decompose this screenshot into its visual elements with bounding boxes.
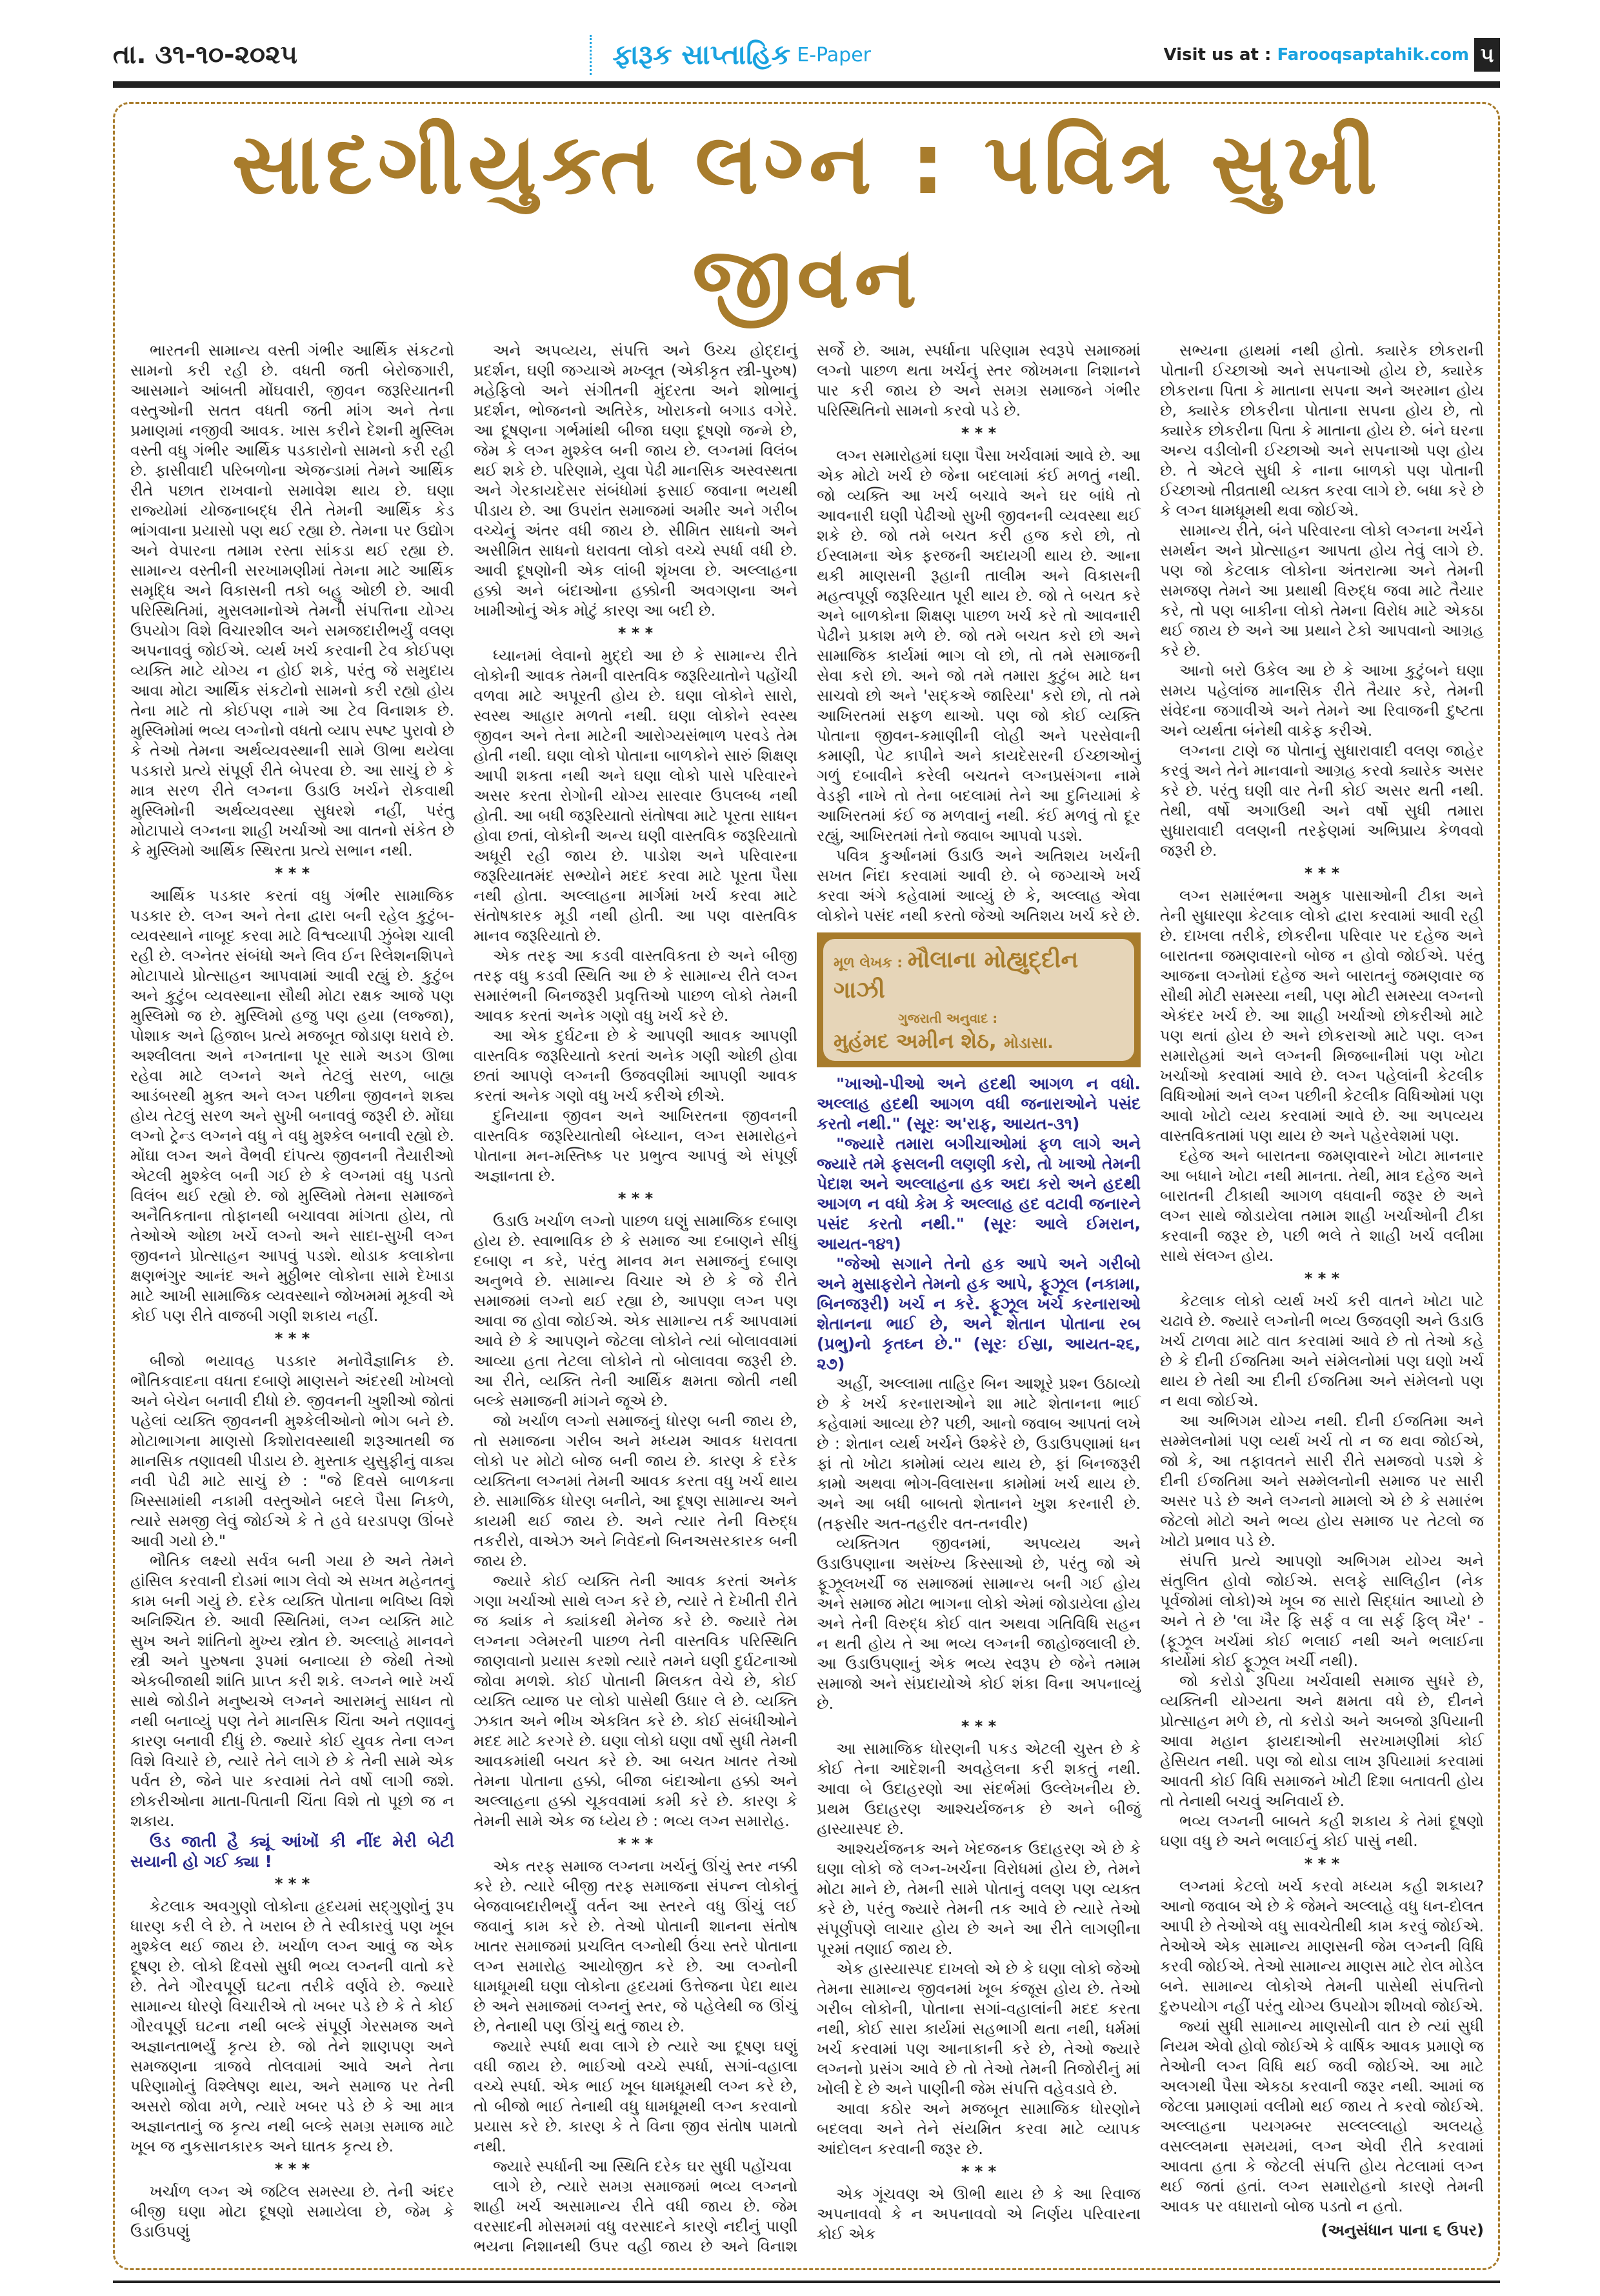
paragraph: એક તરફ આ કડવી વાસ્તવિકતા છે અને બીજી તરફ વધુ કડવી સ્થિતિ આ છે કે સામાન્ય રીતે લગ્ન સમારંભની બિનજરૂરી પ્રવૃત્તિઓ પાછળ લોકો તેમની આવક કરતાં અનેક ગણો વધુ ખર્ચ કરે છે. bbox=[474, 947, 797, 1025]
paragraph: ભૌતિક લક્ષ્યો સર્વત્ર બની ગયા છે અને તેમને હાંસિલ કરવાની દોડમાં ભાગ લેવો એ સખત મહેનતનું કામ બની ગયું છે. દરેક વ્યક્તિ પોતાના ભવિષ્ય વિશે અનિશ્ચિત છે. આવી સ્થિતિમાં, લગ્ન વ્યક્તિ માટે સુખ અને શાંતિનો મુખ્ય સ્ત્રોત છે. અલ્લાહે માનવને સ્ત્રી અને પુરુષના રૂપમાં બનાવ્યા છે જેથી તેઓ એકબીજાથી શાંતિ પ્રાપ્ત કરી શકે. લગ્નને ભારે ખર્ચ સાથે જોડીને મનુષ્યએ લગ્નને આરામનું સાધન તો નથી બનાવ્યું પણ તેને માનસિક ચિંતા અને તણાવનું કારણ બનાવી દીધું છે. જ્યારે કોઈ યુવક તેના લગ્ન વિશે વિચારે છે, ત્યારે તેને લાગે છે કે તેની સામે એક પર્વત છે, જેને પાર કરવામાં તેને વર્ષો લાગી જશે. છોકરીઓના માતા-પિતાની ચિંતા વિશે તો પૂછો જ ન શકાય. bbox=[130, 1552, 455, 1830]
paragraph: લગ્ન સમારંભના અમુક પાસાઓની ટીકા અને તેની સુધારણા કેટલાક લોકો દ્વારા કરવામાં આવી રહી છે. દાખલા તરીકે, છોકરીના પરિવાર પર દહેજ અને બારાતના જમણવારનો બોજ ન હોવો જોઈએ. પરંતુ આજના લગ્નોમાં દહેજ અને બારાતનું જમણવાર જ સૌથી મોટી સમસ્યા નથી, પણ મોટી સમસ્યા લગ્નનો એકંદર ખર્ચ છે. આ શાહી ખર્ચાઓ છોકરીઓ માટે પણ થતાં હોય છે અને છોકરાઓ માટે પણ. લગ્ન સમારોહમાં અને લગ્નની મિજબાનીમાં પણ ખોટા ખર્ચાઓ કરવામાં આવે છે. લગ્ન પહેલાંની કેટલીક વિધિઓમાં અને લગ્ન પછીની કેટલીક વિધિઓમાં પણ આવો ખોટો વ્યય કરવામાં આવે છે. આ અપવ્યય વાસ્તવિકતામાં પણ થાય છે અને પહેરવેશમાં પણ. bbox=[1160, 887, 1484, 1145]
paragraph: જ્યાં સુધી સામાન્ય માણસોની વાત છે ત્યાં સુધી નિયમ એવો હોવો જોઈએ કે વાર્ષિક આવક પ્રમાણે જ તેઓની લગ્ન વિધિ થઈ જવી જોઈએ. આ માટે અલગથી પૈસા એકઠા કરવાની જરૂર નથી. આમાં જ જેટલા પ્રમાણમાં વલીમો થઈ જાય તે કરવો જોઈએ. અલ્લાહના પયગમ્બર સલ્લલ્લાહો અલયહે વસલ્લમના સમયમાં, લગ્ન એવી રીતે કરવામાં આવતા હતા કે જેટલી સંપત્તિ હોય તેટલામાં લગ્ન થઈ જતાં હતાં. લગ્ન સમારોહનો કારણે તેમની આવક પર વધારાનો બોજ પડતો ન હતો. bbox=[1160, 2017, 1484, 2215]
logo-suffix: E-Paper bbox=[797, 43, 872, 66]
article-frame bbox=[113, 102, 1500, 2270]
author-name: મૌલાના મોહ્યુદ્દીન ગાઝી bbox=[834, 947, 1079, 1003]
paragraph: દહેજ અને બારાતના જમણવારને ખોટા માનનાર આ બધાને ખોટા નથી માનતા. તેથી, માત્ર દહેજ અને બારાતની ટીકાથી આગળ વધવાની જરૂર છે અને લગ્ન સાથે જોડાયેલા તમામ શાહી ખર્ચાઓની ટીકા કરવાની જરૂર છે, પછી ભલે તે શાહી ખર્ચ વલીમા સાથે સંલગ્ન હોય. bbox=[1160, 1147, 1484, 1265]
paragraph: લગ્ન સમારોહમાં ઘણા પૈસા ખર્ચવામાં આવે છે. આ એક મોટો ખર્ચ છે જેના બદલામાં કંઈ મળતું નથી. જો વ્યક્તિ આ ખર્ચ બચાવે અને ઘર બાંધે તો આવનારી ઘણી પેઢીઓ સુખી જીવનની વ્યવસ્થા થઈ શકે છે. જો તમે બચત કરી હજ કરો છો, તો ઈસ્લામના એક ફરજની અદાયગી થાય છે. આના થકી માણસની રૂહાની તાલીમ અને વિકાસની મહત્વપૂર્ણ જરૂરિયાત પૂરી થાય છે. જો તે બચત કરે અને બાળકોના શિક્ષણ પાછળ ખર્ચ કરે તો આવનારી પેઢીને પ્રકાશ મળે છે. જો તમે બચત કરો છો અને સામાજિક કાર્યમાં ભાગ લો છો, તો તમે સમાજની સેવા કરો છો. અને જો તમે તમારા કુટુંબ માટે ધન સાચવો છો અને 'સદ્કએ જારિયા' કરો છો, તો તમે આખિરતમાં સફળ થાઓ. પણ જો કોઈ વ્યક્તિ પોતાના જીવન-કમાણીની લોહી અને પરસેવાની કમાણી, પેટ કાપીને અને કાયદેસરની ઈચ્છાઓનું ગળું દબાવીને કરેલી બચતને લગ્નપ્રસંગના નામે વેડફી નાખે તો તેના બદલામાં તેને આ દુનિયામાં કે આખિરતમાં કંઈ જ મળવાનું નથી. કંઈ મળવું તો દૂર રહ્યું, આખિરતમાં તેનો જવાબ આપવો પડશે. bbox=[817, 447, 1141, 845]
section-separator: * * * bbox=[617, 1835, 654, 1853]
paragraph: જો ખર્ચાળ લગ્નો સમાજનું ધોરણ બની જાય છે, તો સમાજના ગરીબ અને મધ્યમ આવક ધરાવતા લોકો પર મોટો બોજ બની જાય છે. કારણ કે દરેક વ્યક્તિના લગ્નમાં તેમની આવક કરતા વધુ ખર્ચ થાય છે. સામાજિક ધોરણ બનીને, આ દૂષણ સામાન્ય અને કાયમી થઈ જાય છે. અને ત્યાર તેની વિરુદ્ધ તકરીરો, વાએઝ અને નિવેદનો બિનઅસરકારક બની જાય છે. bbox=[474, 1412, 797, 1570]
paragraph: કેટલાક લોકો વ્યર્થ ખર્ચ કરી વાતને ખોટા પાટે ચઢાવે છે. જ્યારે લગ્નોની ભવ્ય ઉજવણી અને ઉડાઉ ખર્ચ ટાળવા માટે વાત કરવામાં આવે છે તો તેઓ કહે છે કે દીની ઈજતિમા અને સંમેલનોમાં પણ ઘણો ખર્ચ થાય છે તેથી આ દીની ઈજતિમા અને સંમેલનો પણ ન થવા જોઈએ. bbox=[1160, 1292, 1484, 1410]
masthead-logo bbox=[590, 35, 871, 75]
paragraph: આ અભિગમ યોગ્ય નથી. દીની ઈજતિમા અને સમ્મેલનોમાં પણ વ્યર્થ ખર્ચ તો ન જ થવા જોઈએ, જો કે, આ તફાવતને સારી રીતે સમજવો પડશે કે દીની ઈજતિમા અને સમ્મેલનોની સમાજ પર સારી અસર પડે છે અને લગ્નનો મામલો એ છે કે સમારંભ જેટલો મોટો અને ભવ્ય હોય સમાજ પર તેટલો જ ખોટો પ્રભાવ પડે છે. bbox=[1160, 1412, 1484, 1550]
paragraph: એક ગૂંચવણ એ ઊભી થાય છે કે આ રિવાજ અપનાવવો કે ન અપનાવવો એ નિર્ણય પરિવારના કોઈ એક bbox=[817, 2185, 1141, 2244]
paragraph: અહીં, અલ્લામા તાહિર બિન આશૂરે પ્રશ્ન ઉઠાવ્યો છે કે ખર્ચ કરનારાઓને શા માટે શેતાનના ભાઈ કહેવામાં આવ્યા છે? પછી, આનો જવાબ આપતાં લખે છે : શેતાન વ્યર્થ ખર્ચને ઉશ્કેરે છે, ઉડાઉપણામાં ધન ફાં તો ખોટા કામોમાં વ્યય થાય છે, ફાં બિનજરૂરી કામો અથવા ભોગ-વિલાસના કામોમાં ખર્ચ થાય છે. અને આ બધી બાબતો શેતાનને ખુશ કરનારી છે. (તફસીર અત-તહરીર વત-તનવીર) bbox=[817, 1375, 1141, 1533]
article-title: સાદગીયુક્ત લગ્ન : પવિત્ર સુખી જીવન bbox=[232, 115, 1383, 327]
section-separator: * * * bbox=[274, 1875, 310, 1893]
paragraph: સભ્યના હાથમાં નથી હોતો. ક્યારેક છોકરાની પોતાની ઈચ્છાઓ અને સપનાઓ હોય છે, ક્યારેક છોકરાના પિતા કે માતાના સપના અને અરમાન હોય છે, ક્યારેક છોકરીના પોતાના સપના હોય છે, તો ક્યારેક છોકરીના પિતા કે માતાના હોય છે. બંને ઘરના અન્ય વડીલોની ઈચ્છાઓ અને સપનાઓ પણ હોય છે. તે એટલે સુધી કે નાના બાળકો પણ પોતાની ઈચ્છાઓ તીવ્રતાથી વ્યક્ત કરવા લાગે છે. બધા કરે છે કે લગ્ન ધામધૂમથી થવા જોઈએ. bbox=[1160, 341, 1484, 519]
paragraph: આર્થિક પડકાર કરતાં વધુ ગંભીર સામાજિક પડકાર છે. લગ્ન અને તેના દ્વારા બની રહેલ કુટુંબ-વ્યવસ્થાને નાબૂદ કરવા માટે વિશ્વવ્યાપી ઝુંબેશ ચાલી રહી છે. લગ્નેતર સંબંધો અને લિવ ઈન રિલેશનશિપને મોટાપાયે પ્રોત્સાહન આપવામાં આવી રહ્યું છે. કુટુંબ અને કુટુંબ વ્યવસ્થાના સૌથી મોટા રક્ષક આજે પણ મુસ્લિમો જ છે. મુસ્લિમો હજુ પણ હયા (લજ્જા), પોશાક અને હિજાબ પ્રત્યે મજબૂત જોડાણ ધરાવે છે. અશ્લીલતા અને નગ્નતાના પૂર સામે અડગ ઊભા રહેવા માટે લગ્નને અને તેટલું સરળ, બાહ્ય આડંબરથી મુક્ત અને લગ્ન પછીના જીવનને શક્ય હોય તેટલું સરળ અને સુખી બનાવવું જરૂરી છે. મોંઘા લગ્નો ટ્રેન્ડ લગ્નને વધુ ને વધુ મુશ્કેલ બનાવી રહ્યો છે. મોંઘા લગ્ન અને વૈભવી દાંપત્ય જીવનની તૈયારીઓ એટલી મુશ્કેલ બની ગઈ છે કે લગ્નમાં વધુ પડતો વિલંબ થઈ રહ્યો છે. જો મુસ્લિમો તેમના સમાજને અનૈતિકતાના તોફાનથી બચાવવા માંગતા હોય, તો તેઓએ ઓછા ખર્ચે લગ્નો અને સાદા-સુખી લગ્ન જીવનને પ્રોત્સાહન આપવું પડશે. થોડાક કલાકોના ક્ષણભંગુર આનંદ અને મુઠ્ઠીભર લોકોના સામે દેખાડા માટે આખી સામાજિક વ્યવસ્થાને જોખમમાં મૂકવી એ કોઈ પણ રીતે વાજબી ગણી શકાય નહીં. bbox=[130, 887, 454, 1325]
paragraph: દુનિયાના જીવન અને આખિરતના જીવનની વાસ્તવિક જરૂરિયાતોથી બેધ્યાન, લગ્ન સમારોહને પોતાના મન-મસ્તિષ્ક પર પ્રભુત્વ આપવું એ સંપૂર્ણ અજ્ઞાનતા છે. bbox=[474, 1107, 797, 1185]
logo-name: ફારૂક સાપ્તાહિક bbox=[612, 39, 791, 70]
byline-inner bbox=[823, 939, 1134, 1061]
paragraph: સામાન્ય રીતે, બંને પરિવારના લોકો લગ્નના ખર્ચને સમર્થન અને પ્રોત્સાહન આપતા હોય તેવું લાગે છે. પણ જો કેટલાક લોકોના અંતરાત્મા અને તેમની સમજણ તેમને આ પ્રથાથી વિરુદ્ધ જવા માટે તૈયાર કરે, તો પણ બાકીના લોકો તેમના વિરોધ માટે એકઠા થઈ જાય છે અને આ પ્રથાને ટેકો આપવાનો આગ્રહ કરે છે. bbox=[1160, 521, 1484, 660]
logo-emblem-icon bbox=[590, 35, 606, 75]
paragraph: વ્યક્તિગત જીવનમાં, અપવ્યય અને ઉડાઉપણાના અસંખ્ય કિસ્સાઓ છે, પરંતુ જો એ ફૂઝૂલખર્ચી જ સમાજમાં સામાન્ય બની ગઈ હોય અને સમાજ મોટા ભાગના લોકો એમાં જોડાયેલા હોય અને તેની વિરુદ્ધ કોઈ વાત અથવા ગતિવિધિ સહન ન થતી હોય તે આ ભવ્ય લગ્નની જાહોજલાલી છે. આ ઉડાઉપણાનું એક ભવ્ય સ્વરૂપ છે જેને તમામ સમાજો અને સંપ્રદાયોએ કોઈ શંકા વિના અપનાવ્યું છે. bbox=[817, 1535, 1141, 1713]
paragraph: ઉડાઉ ખર્ચાળ લગ્નો પાછળ ઘણું સામાજિક દબાણ હોય છે. સ્વાભાવિક છે કે સમાજ આ દબાણને સીધું દબાણ ન કરે, પરંતુ માનવ મન સમાજનું દબાણ અનુભવે છે. સામાન્ય વિચાર એ છે કે જે રીતે સમાજમાં લગ્નો થઈ રહ્યા છે, આપણા લગ્ન પણ આવા જ હોવા જોઈએ. એક સામાન્ય તર્ક આપવામાં આવે છે કે આપણને જેટલા લોકોને ત્યાં બોલાવવામાં આવ્યા હતા તેટલા લોકોને તો બોલાવવા જરૂરી છે. આ રીતે, વ્યક્તિ તેની આર્થિક ક્ષમતા જોતી નથી બલ્કે સમાજની માંગને જૂએ છે. bbox=[474, 1212, 797, 1410]
visit-us bbox=[1164, 45, 1469, 65]
author-label: મૂળ લેખક : bbox=[834, 955, 903, 971]
translator-name: મુહંમદ અમીન શેઠ, bbox=[834, 1028, 997, 1053]
section-separator: * * * bbox=[1304, 1855, 1340, 1873]
website-link[interactable]: Farooqsaptahik.com bbox=[1277, 45, 1469, 65]
page-header bbox=[113, 34, 1500, 76]
paragraph: આ એક દુર્ઘટના છે કે આપણી આવક આપણી વાસ્તવિક જરૂરિયાતો કરતાં અનેક ગણી ઓછી હોવા છતાં આપણે લગ્નની ઉજવણીમાં આપણી આવક કરતાં અનેક ગણો વધુ ખર્ચ કરીએ છીએ. bbox=[474, 1027, 797, 1105]
paragraph: એક હાસ્યાસ્પદ દાખલો એ છે કે ઘણા લોકો જેઓ તેમના સામાન્ય જીવનમાં ખૂબ કંજૂસ હોય છે. તેઓ ગરીબ લોકોની, પોતાના સગાં-વહાલાંની મદદ કરતા નથી, કોઈ સારા કાર્યમાં સહભાગી થતા નથી, ધર્મમાં ખર્ચ કરવામાં પણ આનાકાની કરે છે, તેઓ જ્યારે લગ્નનો પ્રસંગ આવે છે તો તેઓ તેમની તિજોરીનું માં ખોલી દે છે અને પાણીની જેમ સંપત્તિ વહેવડાવે છે. bbox=[817, 1960, 1141, 2099]
section-separator: * * * bbox=[274, 2160, 310, 2178]
section-separator: * * * bbox=[274, 1329, 310, 1347]
section-separator: * * * bbox=[617, 1189, 654, 1207]
paragraph: જ્યારે સ્પર્ધાની આ સ્થિતિ દરેક ઘર સુધી પહોંચવા bbox=[493, 2157, 792, 2175]
paragraph: બીજો ભયાવહ પડકાર મનોવૈજ્ઞાનિક છે. ભૌતિકવાદના વધતા દબાણે માણસને અંદરથી ખોખલો અને બેચેન બનાવી દીધો છે. જીવનની ખુશીઓ જોતાં પહેલાં વ્યક્તિ જીવનની મુશ્કેલીઓનો ભોગ બને છે. મોટાભાગના માણસો કિશોરાવસ્થાથી શરૂઆતથી જ માનસિક તણાવથી પીડાય છે. મુસ્તાક યુસુફીનું વાક્ય નવી પેઢી માટે સાચું છે : "જે દિવસે બાળકના ખિસ્સામાંથી નકામી વસ્તુઓને બદલે પૈસા નિકળે, ત્યારે સમજી લેવું જોઈએ કે તે હવે ઘરડાપણ ઊંબરે આવી ગયો છે." bbox=[130, 1352, 454, 1550]
paragraph: આ સામાજિક ધોરણની પકડ એટલી ચુસ્ત છે કે કોઈ તેના આદેશની અવહેલના કરી શકતું નથી. આવા બે ઉદાહરણો આ સંદર્ભમાં ઉલ્લેખનીય છે. પ્રથમ ઉદાહરણ આશ્ચર્યજનક છે અને બીજું હાસ્યાસ્પદ છે. bbox=[817, 1740, 1141, 1838]
translator-label: ગુજરાતી અનુવાદ : bbox=[898, 1010, 998, 1026]
paragraph: આનો બરો ઉકેલ આ છે કે આખા કુટુંબને ઘણા સમય પહેલાંજ માનસિક રીતે તૈયાર કરે, તેમની સંવેદના જગાવીએ અને તેમને આ રિવાજની દુષ્ટતા અને વ્યર્થતા બંનેથી વાકેફ કરીએ. bbox=[1160, 661, 1484, 740]
section-separator: * * * bbox=[1304, 864, 1340, 882]
page-number: ૫ bbox=[1474, 38, 1500, 72]
byline-box bbox=[817, 932, 1141, 1067]
continued-note: (અનુસંધાન પાના ૬ ઉપર) bbox=[1321, 2221, 1484, 2239]
paragraph: જો કરોડો રૂપિયા ખર્ચવાથી સમાજ સુધરે છે, વ્યક્તિની યોગ્યતા અને ક્ષમતા વધે છે, દીનને પ્રોત્સાહન મળે છે, તો કરોડો અને અબજો રૂપિયાની આવા મહાન ફાયદાઓની સરખામણીમાં કોઈ હેસિયત નથી. પણ જો થોડા લાખ રૂપિયામાં કરવામાં આવતી કોઈ વિધિ સમાજને ખોટી દિશા બતાવતી હોય તો તેનાથી બચવું અનિવાર્ય છે. bbox=[1160, 1672, 1484, 1810]
paragraph: ખર્ચાળ લગ્ન એ જટિલ સમસ્યા છે. તેની અંદર બીજી ઘણા મોટા દૂષણો સમાયેલા છે, જેમ કે ઉડાઉપણું bbox=[130, 2182, 454, 2241]
article-body bbox=[130, 341, 1484, 2257]
header-date: તા. ૩૧-૧૦-૨૦૨૫ bbox=[113, 40, 297, 70]
paragraph: સંપત્તિ પ્રત્યે આપણો અભિગમ યોગ્ય અને સંતુલિત હોવો જોઈએ. સલફે સાલિહીન (નેક પૂર્વજોમાં લોકો)એ ખૂબ જ સારો સિદ્ધાંત આપ્યો છે અને તે છે 'લા ખૈર ફિ સર્ફ વ લા સર્ફ ફિલ્ ખૈર' - (ફૂઝૂલ ખર્ચમાં કોઈ ભલાઈ નથી અને ભલાઈના કાર્યોમાં કોઈ ફૂઝૂલ ખર્ચી નથી). bbox=[1160, 1552, 1484, 1670]
section-separator: * * * bbox=[961, 2162, 997, 2181]
quotation: "ખાઓ-પીઓ અને હદથી આગળ ન વધો. અલ્લાહ હદથી આગળ વધી જનારાઓને પસંદ કરતો નથી." (સૂરઃ અ'રાફ, આયત-૩૧) bbox=[817, 1074, 1141, 1134]
section-separator: * * * bbox=[961, 424, 997, 442]
paragraph: ભારતની સામાન્ય વસ્તી ગંભીર આર્થિક સંકટનો સામનો કરી રહી છે. વધતી જતી બેરોજગારી, આસમાને આંબતી મોંઘવારી, જીવન જરૂરિયાતની વસ્તુઓની સતત વધતી જતી માંગ અને તેના પ્રમાણમાં નજીવી આવક. ખાસ કરીને દેશની મુસ્લિમ વસ્તી વધુ ગંભીર આર્થિક પડકારોનો સામનો કરી રહી છે. ફાસીવાદી પરિબળોના એજન્ડામાં તેમને આર્થિક રીતે પછાત રાખવાનો સમાવેશ થાય છે. ઘણા રાજ્યોમાં યોજનાબદ્ધ રીતે તેમની આર્થિક કેડ ભાંગવાના પ્રયાસો પણ થઈ રહ્યા છે. તેમના પર ઉદ્યોગ અને વેપારના તમામ રસ્તા સાંકડા થઈ રહ્યા છે. સામાન્ય વસ્તીની સરખામણીમાં તેમના માટે આર્થિક સમૃદ્ધિ અને વિકાસની તકો બહુ ઓછી છે. આવી પરિસ્થિતિમાં, મુસલમાનોએ તેમની સંપત્તિના યોગ્ય ઉપયોગ વિશે વિચારશીલ અને સમજદારીભર્યું વલણ અપનાવવું જોઈએ. વ્યર્થ ખર્ચ કરવાની ટેવ કોઈપણ વ્યક્તિ માટે યોગ્ય ન હોઈ શકે, પરંતુ જે સમુદાય આવા મોટા આર્થિક સંકટોનો સામનો કરી રહ્યો હોય તેના માટે તો કોઈપણ નામે આ ટેવ વિનાશક છે. મુસ્લિમોમાં ભવ્ય લગ્નોનો વધતો વ્યાપ સ્પષ્ટ પુરાવો છે કે તેઓ તેમના અર્થવ્યવસ્થાની સામે ઊભા થયેલા પડકારો પ્રત્યે સંપૂર્ણ રીતે બેપરવા છે. આ સાચું છે કે માત્ર સરળ રીતે લગ્નના ઉડાઉ ખર્ચને રોકવાથી મુસ્લિમોની અર્થવ્યવસ્થા સુધરશે નહીં, પરંતુ મોટાપાયે લગ્નના શાહી ખર્ચાઓ આ વાતનો સંકેત છે કે મુસ્લિમો આર્થિક સ્થિરતા પ્રત્યે સભાન નથી. bbox=[130, 341, 454, 860]
header-right bbox=[1164, 38, 1500, 72]
quotation: "જ્યારે તમારા બગીચાઓમાં ફળ લાગે અને જ્યારે તમે ફસલની લણણી કરો, તો ખાઓ તેમની પેદાશ અને અલ્લાહના હક અદા કરો અને હદથી આગળ ન વધો કેમ કે અલ્લાહ હદ વટાવી જનારને પસંદ કરતો નથી." (સૂરઃ આલે ઈમરાન, આયત-૧૪૧) bbox=[817, 1134, 1141, 1254]
paragraph: લાગે છે, ત્યારે સમગ્ર સમાજમાં ભવ્ય લગ્નનો શાહી ખર્ચ અસામાન્ય રીતે વધી જાય છે. જેમ વરસાદની મોસમમાં વધુ વરસાદને કારણે નદીનું પાણી ભયના નિશાનથી ઉપર વહી જાય છે અને વિનાશ સર્જે છે. આમ, સ્પર્ધાના પરિણામ સ્વરૂપે સમાજમાં લગ્નો પાછળ થતા ખર્ચનું સ્તર જોખમના નિશાનને પાર કરી જાય છે અને સમગ્ર સમાજને ગંભીર પરિસ્થિતિનો સામનો કરવો પડે છે. bbox=[474, 341, 1141, 2255]
footer-divider bbox=[113, 2281, 1500, 2283]
section-separator: * * * bbox=[274, 864, 310, 882]
paragraph: ભવ્ય લગ્નની બાબતે કહી શકાય કે તેમાં દૂષણો ઘણા વધુ છે અને ભલાઈનું કોઈ પાસું નથી. bbox=[1160, 1812, 1484, 1850]
quotation: "જેઓ સગાને તેનો હક આપે અને ગરીબો અને મુસાફરોને તેમનો હક આપે, ફૂઝૂલ (નકામા, બિનજરૂરી) ખર્ચ ન કરે. ફૂઝૂલ ખર્ચ કરનારાઓ શેતાનના ભાઈ છે, અને શેતાન પોતાના રબ (પ્રભુ)નો કૃતઘ્ન છે." (સૂરઃ ઈસ્રા, આયત-૨૬, ૨૭) bbox=[817, 1254, 1141, 1374]
paragraph: પવિત્ર કુર્આનમાં ઉડાઉ અને અતિશય ખર્ચની સખત નિંદા કરવામાં આવી છે. બે જગ્યાએ ખર્ચ કરવા અંગે કહેવામાં આવ્યું છે કે, અલ્લાહ એવા લોકોને પસંદ નથી કરતો જેઓ અતિશય ખર્ચ કરે છે. bbox=[817, 847, 1141, 925]
paragraph: જ્યારે કોઈ વ્યક્તિ તેની આવક કરતાં અનેક ગણા ખર્ચાઓ સાથે લગ્ન કરે છે, ત્યારે તે દેખીતી રીતે જ ક્યાંક ને ક્યાંકથી મેનેજ કરે છે. જ્યારે તેમ લગ્નના ગ્લેમરની પાછળ તેની વાસ્તવિક પરિસ્થિતિ જાણવાનો પ્રયાસ કરશો ત્યારે તમને ઘણી દુર્ઘટનાઓ જોવા મળશે. કોઈ પોતાની મિલકત વેચે છે, કોઈ વ્યક્તિ વ્યાજ પર લોકો પાસેથી ઉધાર લે છે. વ્યક્તિ ઝકાત અને ભીખ એકત્રિત કરે છે. કોઈ સંબંધીઓને મદદ માટે કરગરે છે. ઘણા લોકો ઘણા વર્ષો સુધી તેમની આવકમાંથી બચત કરે છે. આ બચત ખાતર તેઓ તેમના પોતાના હક્કો, બીજા બંદાઓના હક્કો અને અલ્લાહના હક્કો ચૂકવવામાં કમી કરે છે. કારણ કે તેમની સામે એક જ ધ્યેય છે : ભવ્ય લગ્ન સમારોહ. bbox=[474, 1572, 797, 1830]
section-separator: * * * bbox=[961, 1717, 997, 1736]
paragraph: કેટલાક અવગુણો લોકોના હૃદયમાં સદ્ગુણોનું રૂપ ધારણ કરી લે છે. તે ખરાબ છે તે સ્વીકારવું પણ ખૂબ મુશ્કેલ થઈ જાય છે. ખર્ચાળ લગ્ન આવું જ એક દૂષણ છે. લોકો દિવસો સુધી ભવ્ય લગ્નની વાતો કરે છે. તેને ગૌરવપૂર્ણ ઘટના તરીકે વર્ણવે છે. જ્યારે સામાન્ય ધોરણે વિચારીએ તો ખબર પડે છે કે તે કોઈ ગૌરવપૂર્ણ ઘટના નથી બલ્કે સંપૂર્ણ ગેરસમજ અને અજ્ઞાનતાભર્યું કૃત્ય છે. જો તેને શાણપણ અને સમજણના ત્રાજવે તોલવામાં આવે અને તેના પરિણામોનું વિશ્લેષણ થાય, અને સમાજ પર તેની અસરો જોવા મળે, ત્યારે ખબર પડે છે કે આ માત્ર અજ્ઞાનતાનું જ કૃત્ય નથી બલ્કે સમગ્ર સમાજ માટે ખૂબ જ નુકસાનકારક અને ઘાતક કૃત્ય છે. bbox=[130, 1897, 454, 2155]
visit-label: Visit us at : bbox=[1163, 45, 1272, 65]
paragraph: આવા કઠોર અને મજબૂત સામાજિક ધોરણોને બદલવા અને તેને સંયમિત કરવા માટે વ્યાપક આંદોલન કરવાની જરૂર છે. bbox=[817, 2100, 1141, 2159]
section-separator: * * * bbox=[1304, 1269, 1340, 1287]
translator-place: મોડાસા. bbox=[1004, 1033, 1054, 1052]
paragraph: એક તરફ સમાજ લગ્નના ખર્ચનું ઊંચું સ્તર નક્કી કરે છે. ત્યારે બીજી તરફ સમાજના સંપન્ન લોકોનું બેજવાબદારીભર્યું વર્તન આ સ્તરને વધુ ઊંચું લઈ જવાનું કામ કરે છે. તેઓ પોતાની શાનના સંતોષ ખાતર સમાજમાં પ્રચલિત લગ્નોથી ઉંચા સ્તરે પોતાના લગ્ન સમારોહ આયોજીત કરે છે. આ લગ્નોની ધામધૂમથી ઘણા લોકોના હૃદયમાં ઉત્તેજના પેદા થાય છે અને સમાજમાં લગ્નનું સ્તર, જે પહેલેથી જ ઊંચું છે, તેનાથી પણ ઊંચું થતું જાય છે. bbox=[474, 1857, 797, 2035]
paragraph: લગ્નના ટાણે જ પોતાનું સુધારાવાદી વલણ જાહેર કરવું અને તેને માનવાનો આગ્રહ કરવો ક્યારેક અસર કરે છે. પરંતુ ઘણી વાર તેની કોઈ અસર થતી નથી. તેથી, વર્ષો અગાઉથી અને વર્ષો સુધી તમારા સુધારાવાદી વલણની તરફેણમાં અભિપ્રાય કેળવવો જરૂરી છે. bbox=[1160, 741, 1484, 860]
paragraph: આશ્ચર્યજનક અને ખેદજનક ઉદાહરણ એ છે કે ઘણા લોકો જે લગ્ન-ખર્ચના વિરોધમાં હોય છે, તેમને મોટા માને છે, તેમની સામે પોતાનું વલણ પણ વ્યક્ત કરે છે, પરંતુ જ્યારે તેમની તક આવે છે ત્યારે તેઓ સંપૂર્ણપણે લાચાર હોય છે અને આ રીતે લાગણીના પૂરમાં તણાઈ જાય છે. bbox=[817, 1840, 1141, 1959]
paragraph: ધ્યાનમાં લેવાનો મુદ્દો આ છે કે સામાન્ય રીતે લોકોની આવક તેમની વાસ્તવિક જરૂરિયાતોને પહોંચી વળવા માટે અપૂરતી હોય છે. ઘણા લોકોને સારો, સ્વસ્થ આહાર મળતો નથી. ઘણા લોકોને સ્વસ્થ જીવન અને તેના માટેની આરોગ્યસંભાળ પરવડે તેમ હોતી નથી. ઘણા લોકો પોતાના બાળકોને સારું શિક્ષણ આપી શકતા નથી અને ઘણા લોકો પાસે પરિવારને અસર કરતા રોગોની યોગ્ય સારવાર ઉપલબ્ધ નથી હોતી. આ બધી જરૂરિયાતો સંતોષવા માટે પૂરતા સાધન હોવા છતાં, લોકોની અન્ય ઘણી વાસ્તવિક જરૂરિયાતો અધૂરી રહી જાય છે. પાડોશ અને પરિવારના જરૂરિયાતમંદ સભ્યોને મદદ કરવા માટે પૂરતા પૈસા નથી હોતા. અલ્લાહના માર્ગમાં ખર્ચ કરવા માટે સંતોષકારક મૂડી નથી હોતી. આ પણ વાસ્તવિક માનવ જરૂરિયાતો છે. bbox=[474, 647, 797, 945]
paragraph: અને અપવ્યય, સંપત્તિ અને ઉચ્ચ હોદ્દાનું પ્રદર્શન, ઘણી જગ્યાએ મખ્લૂત (એકીકૃત સ્ત્રી-પુરુષ) મહેફિલો અને સંગીતની મુંદરતા અને શોભાનું પ્રદર્શન, ભોજનનો અતિરેક, ખોરાકનો બગાડ વગેરે. આ દૂષણના ગર્ભમાંથી બીજા ઘણા દૂષણો જન્મે છે, જેમ કે લગ્ન મુશ્કેલ બની જાય છે. લગ્નમાં વિલંબ થઈ શકે છે. પરિણામે, યુવા પેઢી માનસિક અસ્વસ્થતા અને ગેરકાયદેસર સંબંધોમાં ફસાઈ જવાના ભયથી પીડાય છે. આ ઉપરાંત સમાજમાં અમીર અને ગરીબ વચ્ચેનું અંતર વધી જાય છે. સીમિત સાધનો અને અસીમિત સાધનો ધરાવતા લોકો વચ્ચે સ્પર્ધા વધી છે. આવી દૂષણોની એક લાંબી શૃંખલા છે. અલ્લાહના હક્કો અને બંદાઓના હક્કોની અવગણના અને ખામીઓનું એક મોટું કારણ આ બદી છે. bbox=[474, 341, 797, 619]
section-separator: * * * bbox=[617, 624, 654, 642]
paragraph: લગ્નમાં કેટલો ખર્ચ કરવો મધ્યમ કહી શકાય? આનો જવાબ એ છે કે જેમને અલ્લાહે વધુ ધન-દોલત આપી છે તેઓએ વધુ સાવચેતીથી કામ કરવું જોઈએ. તેઓએ એક સામાન્ય માણસની જેમ લગ્નની વિધિ કરવી જોઈએ. તેઓ સામાન્ય માણસ માટે રોલ મોડેલ બને. સામાન્ય લોકોએ તેમની પાસેથી સંપત્તિનો દુરુપયોગ નહીં પરંતુ યોગ્ય ઉપયોગ શીખવો જોઈએ. bbox=[1160, 1877, 1484, 2015]
header-divider bbox=[113, 81, 1500, 88]
quotation: ઉડ જાતી હૈ ક્યૂં આંખોં કી નીંદ મેરી બેટી સયાની હો ગઈ ક્યા ! bbox=[130, 1832, 454, 1871]
paragraph: જ્યારે સ્પર્ધા થવા લાગે છે ત્યારે આ દૂષણ ઘણું વધી જાય છે. ભાઈઓ વચ્ચે સ્પર્ધા, સગાં-વહાલા વચ્ચે સ્પર્ધા. એક ભાઈ ખૂબ ધામધૂમથી લગ્ન કરે છે, તો બીજો ભાઈ તેનાથી વધુ ધામધૂમથી લગ્ન કરવાનો પ્રયાસ કરે છે. કારણ કે તે વિના જીવ સંતોષ પામતો નથી. bbox=[474, 2037, 797, 2155]
